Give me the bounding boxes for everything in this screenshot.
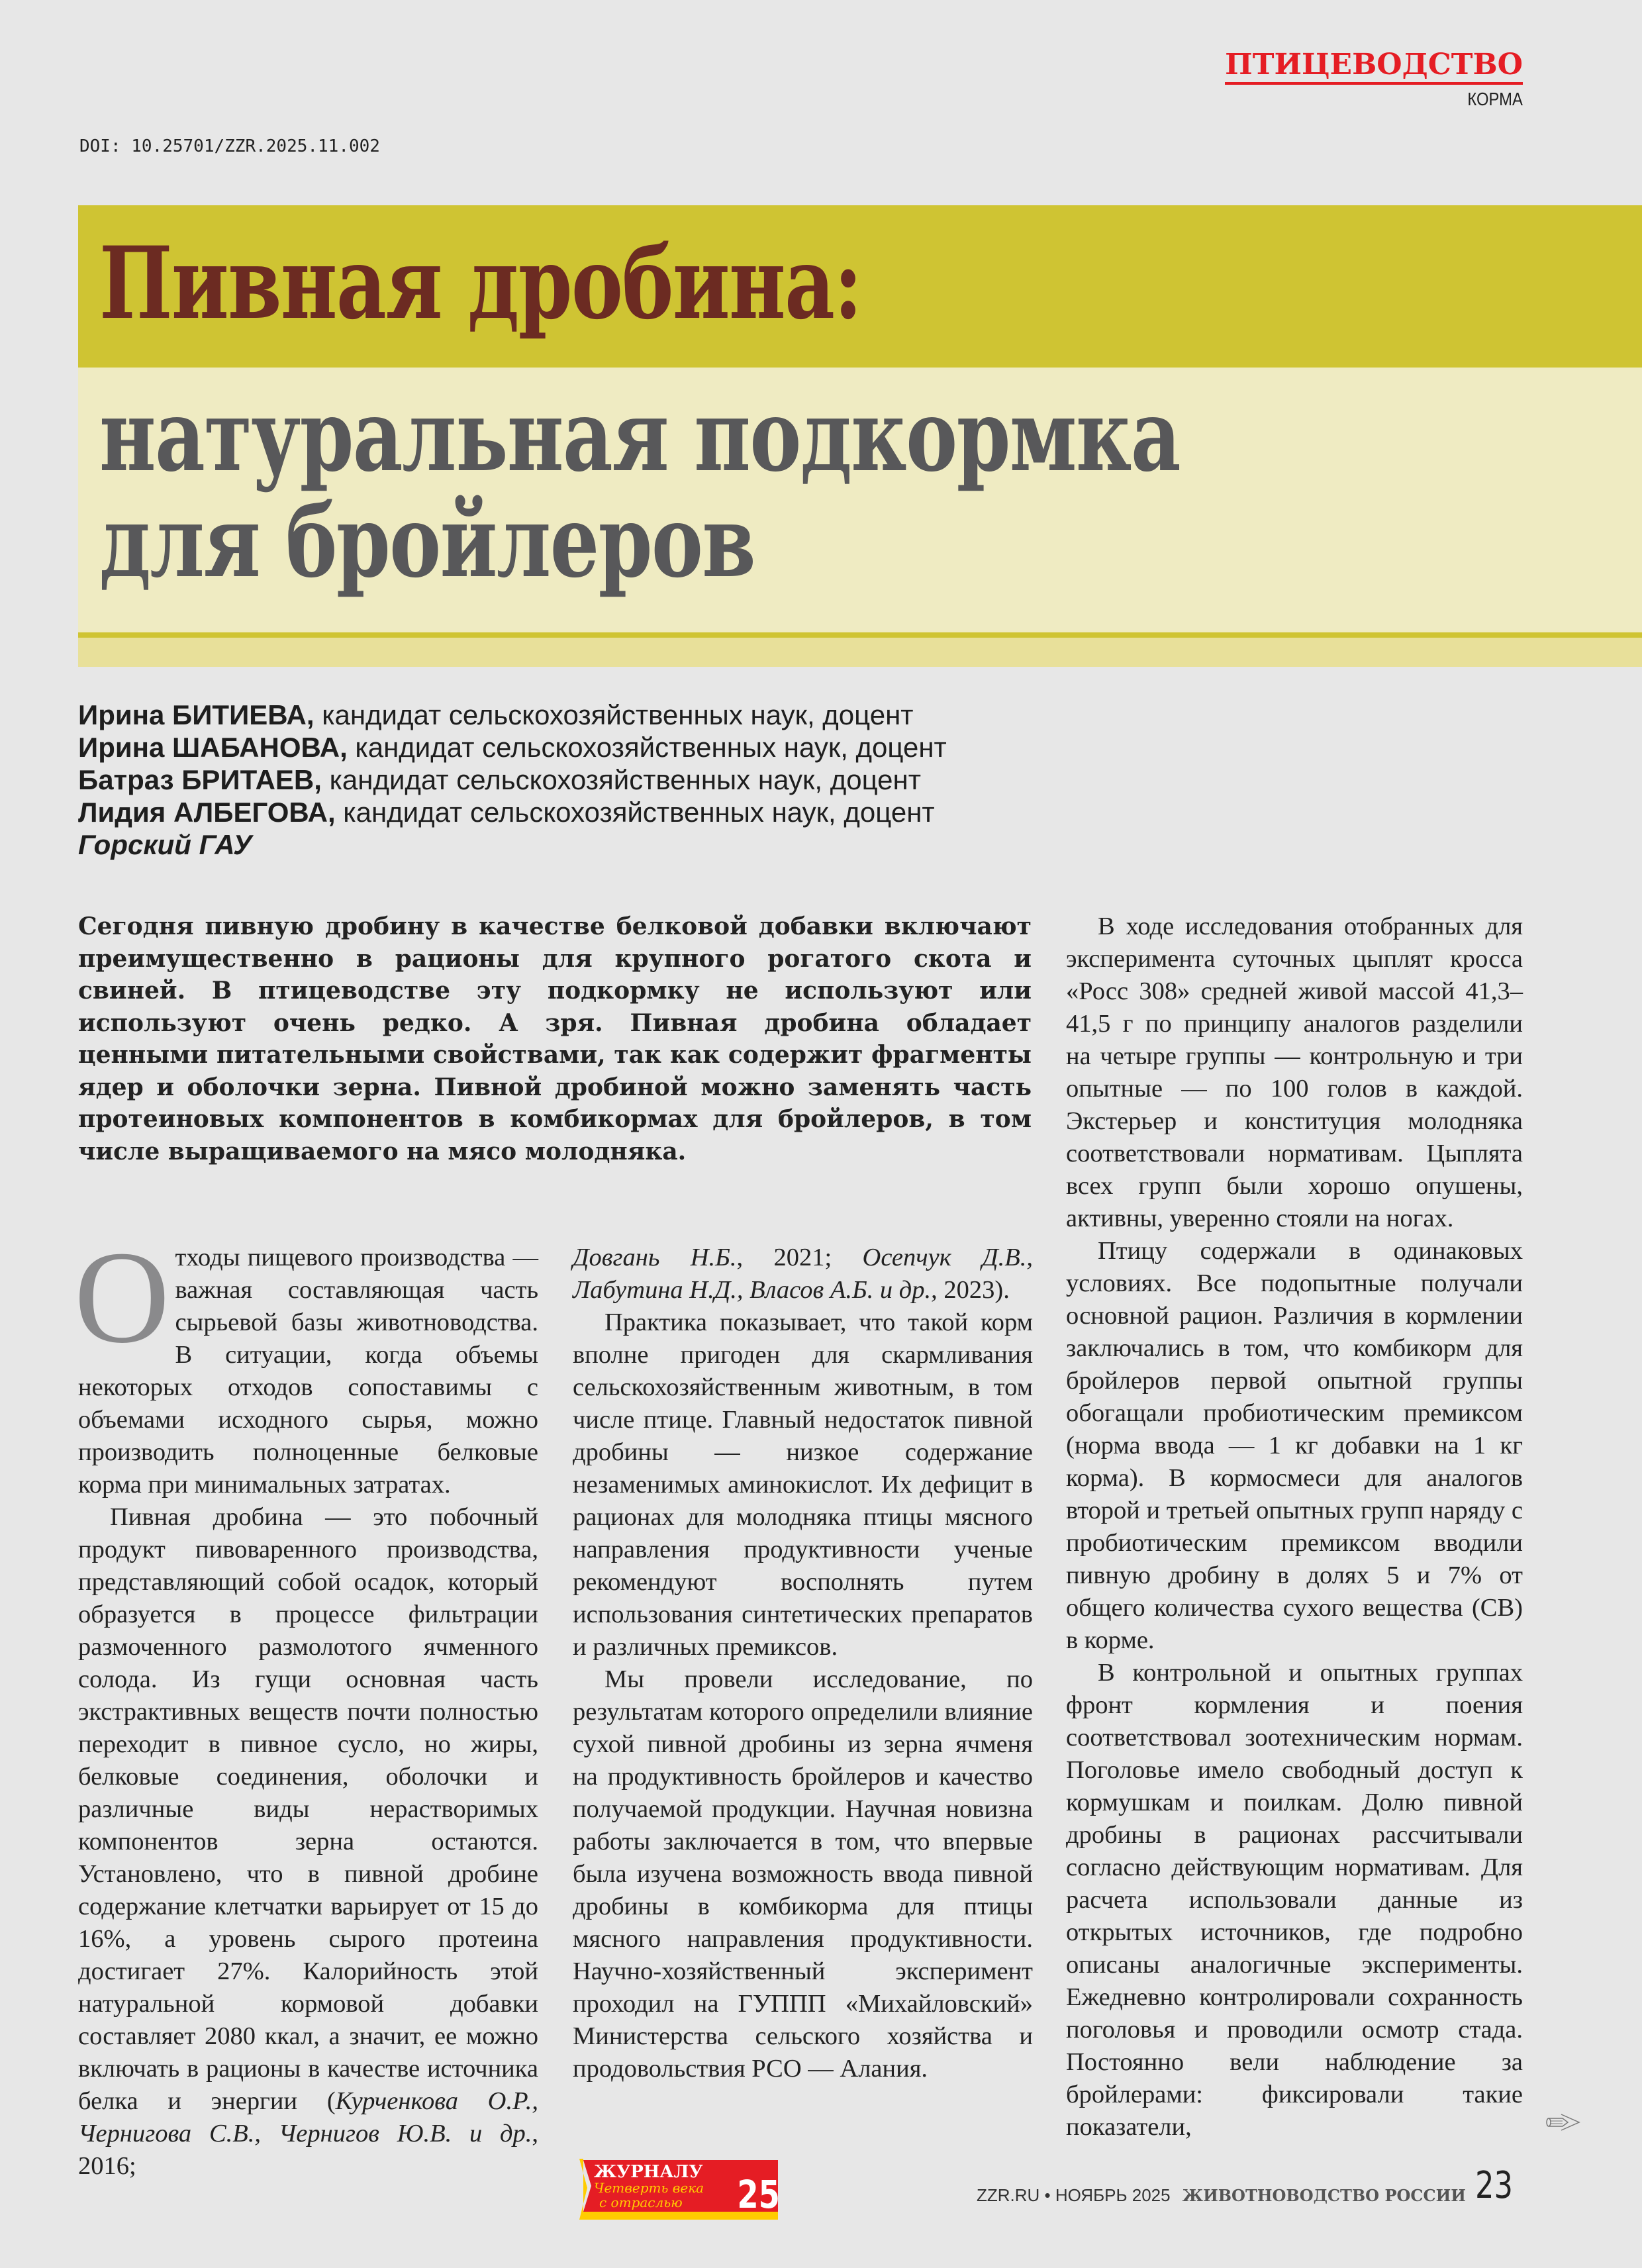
citation-year: , 2016; (78, 2120, 538, 2180)
body-paragraph (74, 1224, 538, 1501)
author-row (78, 764, 947, 796)
author-list (78, 699, 947, 861)
footer-site-date: ZZR.RU • НОЯБРЬ 2025 (977, 2185, 1171, 2205)
author-title: кандидат сельскохозяйственных наук, доцент (347, 732, 947, 763)
body-paragraph: В ходе исследования отобранных для эксперимента суточных цыплят кросса «Росс 308» средней живой массой 41,3–41,5 г по принципу аналогов разделили на четыре группы — контрольную и три опытные — по 100 голов в каждой. Экстерьер и конституция молодняка соответствовали нормативам. Цыплята всех групп были хорошо опушены, активны, уверенно стояли на ногах. (1066, 912, 1523, 1232)
section-header (1225, 48, 1523, 110)
article-title-line3: для бройлеров (99, 483, 755, 600)
author-row (78, 796, 947, 828)
body-paragraph (78, 1501, 538, 2183)
author-title: кандидат сельскохозяйственных наук, доцент (321, 764, 921, 795)
footer-magazine: ЖИВОТНОВОДСТВО РОССИИ (1182, 2186, 1466, 2205)
page-number: 23 (1475, 2164, 1514, 2207)
body-paragraph: Практика показывает, что такой корм вполне пригоден для скармливания сельскохозяйственным животным, в том числе птице. Главный недостаток пивной дробины — низкое содержание незаменимых аминокислот. Их дефицит в рационах для молодняка птицы мясного направления продуктивности ученые рекомендуют восполнять путем использования синтетических препаратов и различных премиксов. (573, 1308, 1033, 1661)
article-title-line1: Пивная дробина: (99, 225, 862, 342)
body-paragraph: Птицу содержали в одинаковых условиях. Все подопытные получали основной рацион. Различия в кормлении заключались в том, что комбикорм для бройлеров первой опытной группы обогащали пробиотическим премиксом (норма ввода — 1 кг добавки на 1 кг корма). В кормосмеси для аналогов второй и третьей опытных групп наряду с пробиотическим премиксом вводили пивную дробину в долях 5 и 7% от общего количества сухого вещества (СВ) в корме. (1066, 1237, 1523, 1654)
drop-cap: О (74, 1224, 170, 1371)
body-column-2 (573, 1242, 1033, 2085)
paragraph-text: Пивная дробина — это побочный продукт пивоваренного производства, представляющий собой осадок, который образуется в процессе фильтрации размоченного размолотого ячменного солода. Из гущи основная часть экстрактивных веществ почти полностью переходит в пивное сусло, но жиры, белковые соединения, оболочки и различные виды нерастворимых компонентов зерна остаются. Установлено, что в пивной дробине содержание клетчатки варьирует от 15 до 16%, а уровень сырого протеина достигает 27%. Калорийность этой натуральной кормовой добавки составляет 2080 ккал, а значит, ее можно включать в рационы в качестве источника белка и энергии ( (78, 1503, 538, 2115)
section-title: ПТИЦЕВОДСТВО (1225, 48, 1523, 85)
body-paragraph: В контрольной и опытных группах фронт кормления и поения соответствовал зоотехническим нормам. Поголовье имело свободный доступ к кормушкам и поилкам. Долю пивной дробины в рационах рассчитывали согласно действующим нормативам. Для расчета использовали данные из открытых источников, где подробно описаны аналогичные эксперименты. Ежедневно контролировали сохранность поголовья и проводили осмотр стада. Постоянно вели наблюдение за бройлерами: фиксировали такие показатели, (1066, 1659, 1523, 2141)
title-band-divider (78, 632, 1642, 638)
anniversary-badge (579, 2159, 781, 2220)
author-row (78, 699, 947, 731)
citation: Осепчук Д.В., Лабутина Н.Д., Власов А.Б. и др. (573, 1244, 1033, 1304)
citation: Курченкова О.Р., Чернигова С.В., Чернигов Ю.В. и др. (78, 2087, 539, 2147)
badge-number: 25 (737, 2172, 780, 2218)
badge-line2: Четверть века (594, 2180, 704, 2196)
author-row (78, 731, 947, 764)
author-name: Ирина ШАБАНОВА, (78, 732, 348, 763)
body-paragraph (573, 1242, 1033, 1307)
institution: Горский ГАУ (78, 829, 252, 860)
lead-paragraph: Сегодня пивную дробину в качестве белковой добавки включают преимущественно в рационы для крупного рогатого скота и свиней. В птицеводстве эту подкормку не используют или используют очень редко. А зря. Пивная дробина обладает ценными питательными свойствами, так как содержит фрагменты ядер и оболочки зерна. Пивной дробиной можно заменять часть протеиновых компонентов в комбикормах для бройлеров, в том числе выращиваемого на мясо молодняка. (78, 912, 1032, 1165)
author-name: Ирина БИТИЕВА, (78, 699, 314, 730)
doi-label: DOI: 10.25701/ZZR.2025.11.002 (79, 136, 380, 156)
body-column-1 (74, 1224, 539, 2183)
author-title: кандидат сельскохозяйственных наук, доцент (314, 699, 914, 730)
title-band-bottom (78, 638, 1642, 667)
pencil-arrow-icon (1546, 2112, 1586, 2132)
body-paragraph: Мы провели исследование, по результатам которого определили влияние сухой пивной дробины из зерна ячменя на продуктивность бройлеров и качество получаемой продукции. Научная новизна работы заключается в том, что впервые была изучена возможность ввода пивной дробины в комбикорма для птицы мясного направления продуктивности. Научно-хозяйственный эксперимент проходил на ГУППП «Михайловский» Министерства сельского хозяйства и продовольствия РСО — Алания. (573, 1665, 1033, 2083)
body-column-3 (1066, 911, 1523, 2144)
footer-info (977, 2185, 1466, 2206)
citation: Довгань Н.Б. (573, 1244, 737, 1271)
author-title: кандидат сельскохозяйственных наук, доцент (335, 797, 935, 828)
badge-line1: ЖУРНАЛУ (594, 2162, 703, 2182)
section-subtitle: КОРМА (1467, 89, 1523, 109)
author-name: Батраз БРИТАЕВ, (78, 764, 322, 795)
paragraph-text: тходы пищевого производства — важная составляющая часть сырьевой базы животноводства. В ситуации, когда объемы некоторых отходов сопоставимы с объемами исходного сырья, можно производить полноценные белковые корма при минимальных затратах. (78, 1244, 538, 1499)
citation-year: , 2021; (736, 1244, 863, 1271)
badge-line3: с отраслью (599, 2194, 683, 2210)
citation-year: , 2023). (931, 1276, 1010, 1304)
author-name: Лидия АЛБЕГОВА, (78, 797, 336, 828)
article-title-line2: натуральная подкормка (99, 377, 1181, 494)
